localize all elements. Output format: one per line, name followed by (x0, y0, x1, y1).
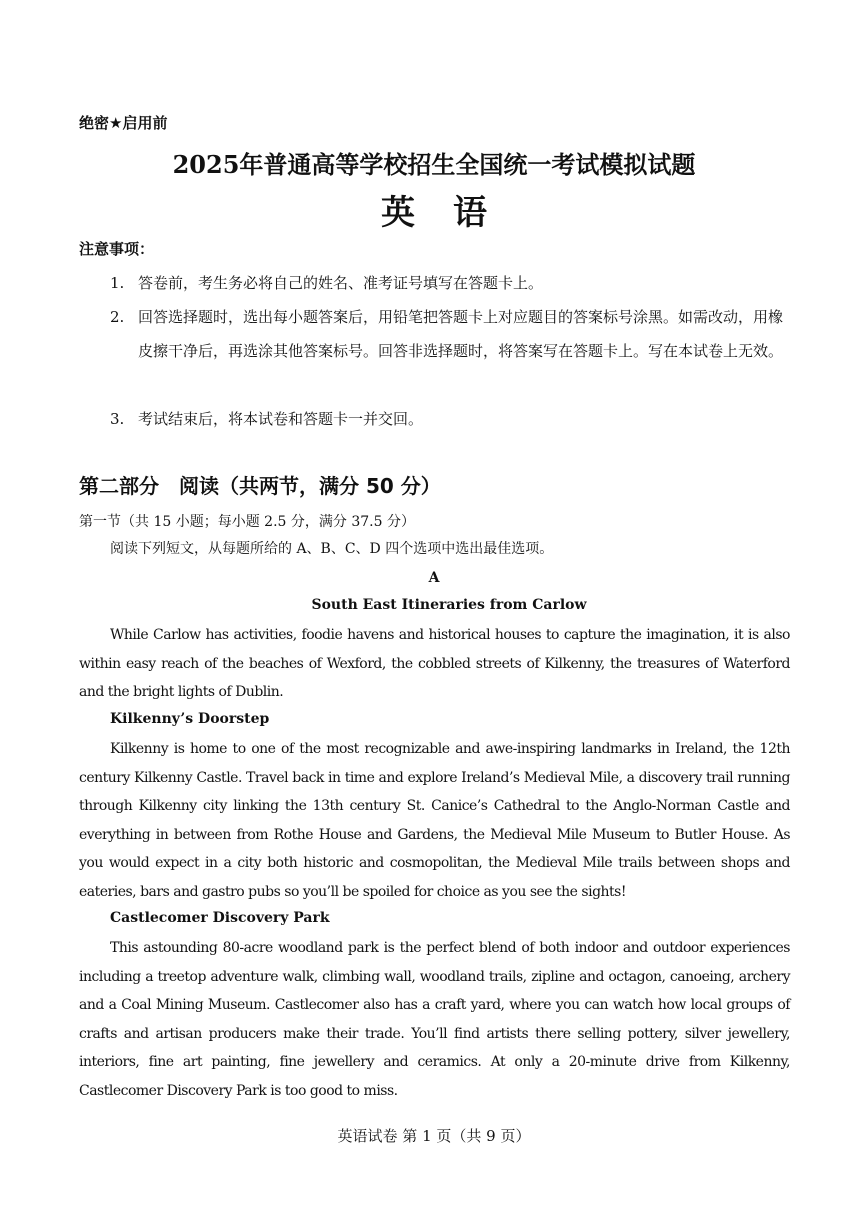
section-text-castlecomer: This astounding 80-acre woodland park is the perfect blend of both indoor and outdoor experiences including a treetop adventure walk, climbing wall, woodland trails, zipline and octagon, canoeing, archery and a Coal Mining Museum. Castlecomer also has a craft yard, where you can watch how local groups of crafts and artisan producers make their trade. You’ll find artists there selling pottery, silver jewellery, interiors, fine art painting, fine jewellery and ceramics. At only a 20-minute drive from Kilkenny, Castlecomer Discovery Park is too good to miss. (79, 940, 790, 1099)
note-number: 1. (110, 274, 125, 292)
part-heading: 第二部分 阅读（共两节，满分 50 分） (79, 474, 441, 498)
note-item (110, 402, 790, 436)
passage-letter: A (428, 570, 440, 586)
note-item (110, 266, 790, 300)
note-number: 2. (110, 308, 125, 326)
passage-intro: While Carlow has activities, foodie havens and historical houses to capture the imagination, it is also within easy reach of the beaches of Wexford, the cobbled streets of Kilkenny, the treasures of Waterford and the bright lights of Dublin. (79, 627, 790, 700)
exam-title: 2025年普通高等学校招生全国统一考试模拟试题 (172, 150, 696, 179)
note-item (110, 300, 790, 368)
section-text-kilkenny: Kilkenny is home to one of the most recognizable and awe-inspiring landmarks in Ireland, the 12th century Kilkenny Castle. Travel back in time and explore Ireland’s Medieval Mile, a discovery trail running through Kilkenny city linking the 13th century St. Canice’s Cathedral to the Anglo-Norman Castle and everything in between from Rothe House and Gardens, the Medieval Mile Museum to Butler House. As you would expect in a city both historic and cosmopolitan, the Medieval Mile trails between shops and eateries, bars and gastro pubs so you’ll be spoiled for choice as you see the sights! (79, 741, 790, 900)
note-text: 回答选择题时，选出每小题答案后，用铅笔把答题卡上对应题目的答案标号涂黑。如需改动，用橡皮擦干净后，再选涂其他答案标号。回答非选择题时，将答案写在答题卡上。写在本试卷上无效。 (138, 308, 784, 360)
passage-title: South East Itineraries from Carlow (311, 597, 587, 613)
page-footer: 英语试卷 第 1 页（共 9 页） (337, 1127, 531, 1145)
note-text: 答卷前，考生务必将自己的姓名、准考证号填写在答题卡上。 (138, 274, 544, 292)
note-text: 考试结束后，将本试卷和答题卡一并交回。 (138, 410, 424, 428)
section-heading-castlecomer: Castlecomer Discovery Park (110, 910, 330, 926)
notes-heading: 注意事项： (79, 240, 155, 258)
section-heading-kilkenny: Kilkenny’s Doorstep (110, 711, 270, 727)
note-number: 3. (110, 410, 125, 428)
subject-title: 英语 (381, 193, 525, 233)
section-heading: 第一节（共 15 小题；每小题 2.5 分，满分 37.5 分） (79, 514, 415, 530)
reading-instruction: 阅读下列短文，从每题所给的 A、B、C、D 四个选项中选出最佳选项。 (110, 541, 554, 557)
confidential-label: 绝密★启用前 (79, 114, 168, 132)
